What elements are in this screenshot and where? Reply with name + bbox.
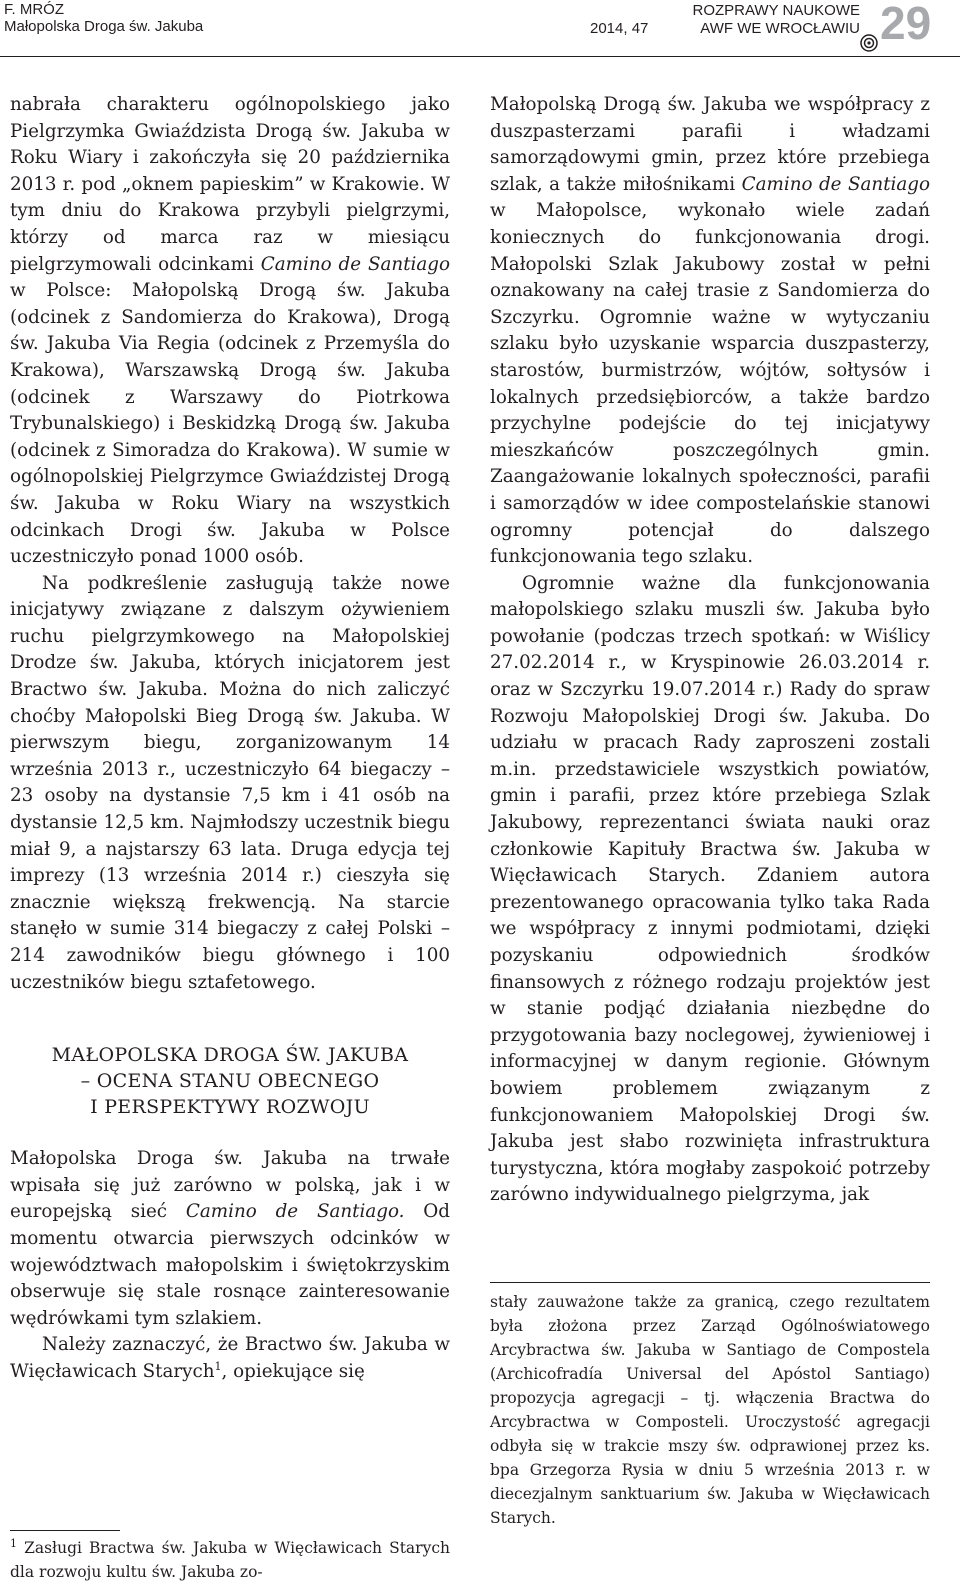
paragraph: nabrała charakteru ogólnopolskiego jako Pielgrzymka Gwiaździsta Drogą św. Jakuba w Roku Wiary i zakończyła się 20 października 2013 r. pod „oknem papieskim” w Krakowie. W tym dniu do Krakowa przybyli pielgrzymi, którzy od marca raz w miesiącu pielgrzymowali odcinkami Camino de Santiago w Polsce: Małopolską Drogą św. Jakuba (odcinek z Sandomierza do Krakowa), Drogą św. Jakuba Via Regia (odcinek z Przemyśla do Krakowa), Warszawską Drogą św. Jakuba (odcinek z Warszawy do Piotrkowa Trybunalskiego) i Beskidzką Drogą św. Jakuba (odcinek z Simoradza do Krakowa). W sumie w ogólnopolskiej Pielgrzymce Gwiaździstej Drogą św. Jakuba w Roku Wiary na wszystkich odcinkach Drogi św. Jakuba w Polsce uczestniczyło ponad 1000 osób. [10,94,450,568]
paragraph: Ogromnie ważne dla funkcjonowania małopolskiego szlaku muszli św. Jakuba było powołanie (podczas trzech spotkań: w Wiślicy 27.02.2014 r., w Kryspinowie 26.03.2014 r. oraz w Szczyrku 19.07.2014 r.) Rady do spraw Rozwoju Małopolskiej Drogi św. Jakuba. Do udziału w pracach Rady zaproszeni zostali m.in. przedstawiciele wszystkich powiatów, gmin i parafii, przez które przebiega Szlak Jakubowy, reprezentanci świata nauki oraz członkowie Kapituły Bractwa św. Jakuba w Więcławicach Starych. Zdaniem autora prezentowanego opracowania tylko taka Rada we współpracy z innymi podmiotami, dzięki pozyskaniu odpowiednich środków finansowych z różnego rodzaju projektów jest w stanie podjąć działania niezbędne do przygotowania bazy noclegowej, żywieniowej i informacyjnej w danym regionie. Głównym bowiem problemem związanym z funkcjonowaniem Małopolskiej Drogi św. Jakuba jest słabo rozwinięta infrastruktura turystyczna, która mogłaby zaspokoić potrzeby zarówno indywidualnego pielgrzyma, jak [490,572,930,1206]
author-name: F. MRÓZ [4,1,64,18]
section-heading: MAŁOPOLSKA DROGA ŚW. JAKUBA – OCENA STANU OBECNEGO I PERSPEKTYWY ROZWOJU [51,1044,409,1119]
journal-name [684,2,860,38]
footnote-rule [490,1282,930,1283]
running-head-left [4,1,203,35]
left-column [10,92,450,1386]
footnote: $^1$ Zasługi Bractwa św. Jakuba w Więcławicach Starych dla rozwoju kultu św. Jakuba zo- [10,1536,450,1581]
footnote-mark: 1 [10,1536,17,1550]
page-header [0,0,960,56]
footnote-ref: 1 [214,1359,222,1373]
paragraph: Małopolską Drogą św. Jakuba we współpracy z duszpasterzami parafii i władzami samorządowymi gmin, przez które przebiega szlak, a także miłośnikami Camino de Santiago w Małopolsce, wykonało wiele zadań koniecznych do funkcjonowania drogi. Małopolski Szlak Jakubowy został w pełni oznakowany na całej trasie z Sandomierza do Szczyrku. Ogromnie ważne w wytyczaniu szlaku było uzyskanie wsparcia duszpasterzy, starostów, burmistrzów, wójtów, sołtysów i lokalnych przedsiębiorców, a także bardzo przychylne podejście do tej inicjatywy mieszkańców poszczególnych gmin. Zaangażowanie lokalnych społeczności, parafii i samorządów w idee compostelańskie stanowi ogromny potencjał do dalszego funkcjonowania tego szlaku. [490,94,931,568]
journal-name-line1: ROZPRAWY NAUKOWE [692,2,860,19]
paragraph: Małopolska Droga św. Jakuba na trwałe wpisała się już zarówno w polską, jak i w europejską sieć Camino de Santiago. Od momentu otwarcia pierwszych odcinków w województwach małopolskim i świętokrzyskim obserwuje się stale rosnące zainteresowanie wędrówkami tym szlakiem. [10,1148,450,1329]
right-column [490,92,930,1209]
journal-name-line2: AWF WE WROCŁAWIU [700,20,860,37]
footnote-continued: stały zauważone także za granicą, czego rezultatem była złożona przez Zarząd Ogólnoświatowego Arcybractwa św. Jakuba w Santiago de Compostela (Archicofradía Universal del Apóstol Santiago) propozycja agregacji – tj. włączenia Bractwa do Arcybractwa w Composteli. Uroczystość agregacji odbyła się w trakcie mszy św. odprawionej przez ks. bpa Grzegorza Rysia w dniu 5 września 2013 r. w diecezjalnym sanktuarium św. Jakuba w Więcławicach Starych. [490,1293,930,1527]
header-rule [0,56,960,57]
paragraph: Należy zaznaczyć, że Bractwo św. Jakuba w Więcławicach Starych$^1$, opiekujące się [10,1334,450,1382]
page-number: 29 [880,0,932,49]
paragraph: Na podkreślenie zasługują także nowe inicjatywy związane z dalszym ożywieniem ruchu pielgrzymkowego na Małopolskiej Drodze św. Jakuba, których inicjatorem jest Bractwo św. Jakuba. Można do nich zaliczyć choćby Małopolski Bieg Drogą św. Jakuba. W pierwszym biegu, zorganizowanym 14 września 2013 r., uczestniczyło 64 biegaczy – 23 osoby na dystansie 7,5 km i 41 osób na dystansie 12,5 km. Najmłodszy uczestnik biegu miał 9, a najstarszy 63 lata. Druga edycja tej imprezy (13 września 2014 r.) cieszyła się znacznie większą frekwencją. Na starcie stanęło w sumie 314 biegaczy z całej Polski – 214 zawodników biegu głównego i 100 uczestników biegu sztafetowego. [10,572,450,993]
footnote-rule [10,1530,120,1531]
year-volume: 2014, 47 [590,20,649,37]
running-title: Małopolska Droga św. Jakuba [4,18,204,35]
awf-logo-icon [860,34,878,52]
